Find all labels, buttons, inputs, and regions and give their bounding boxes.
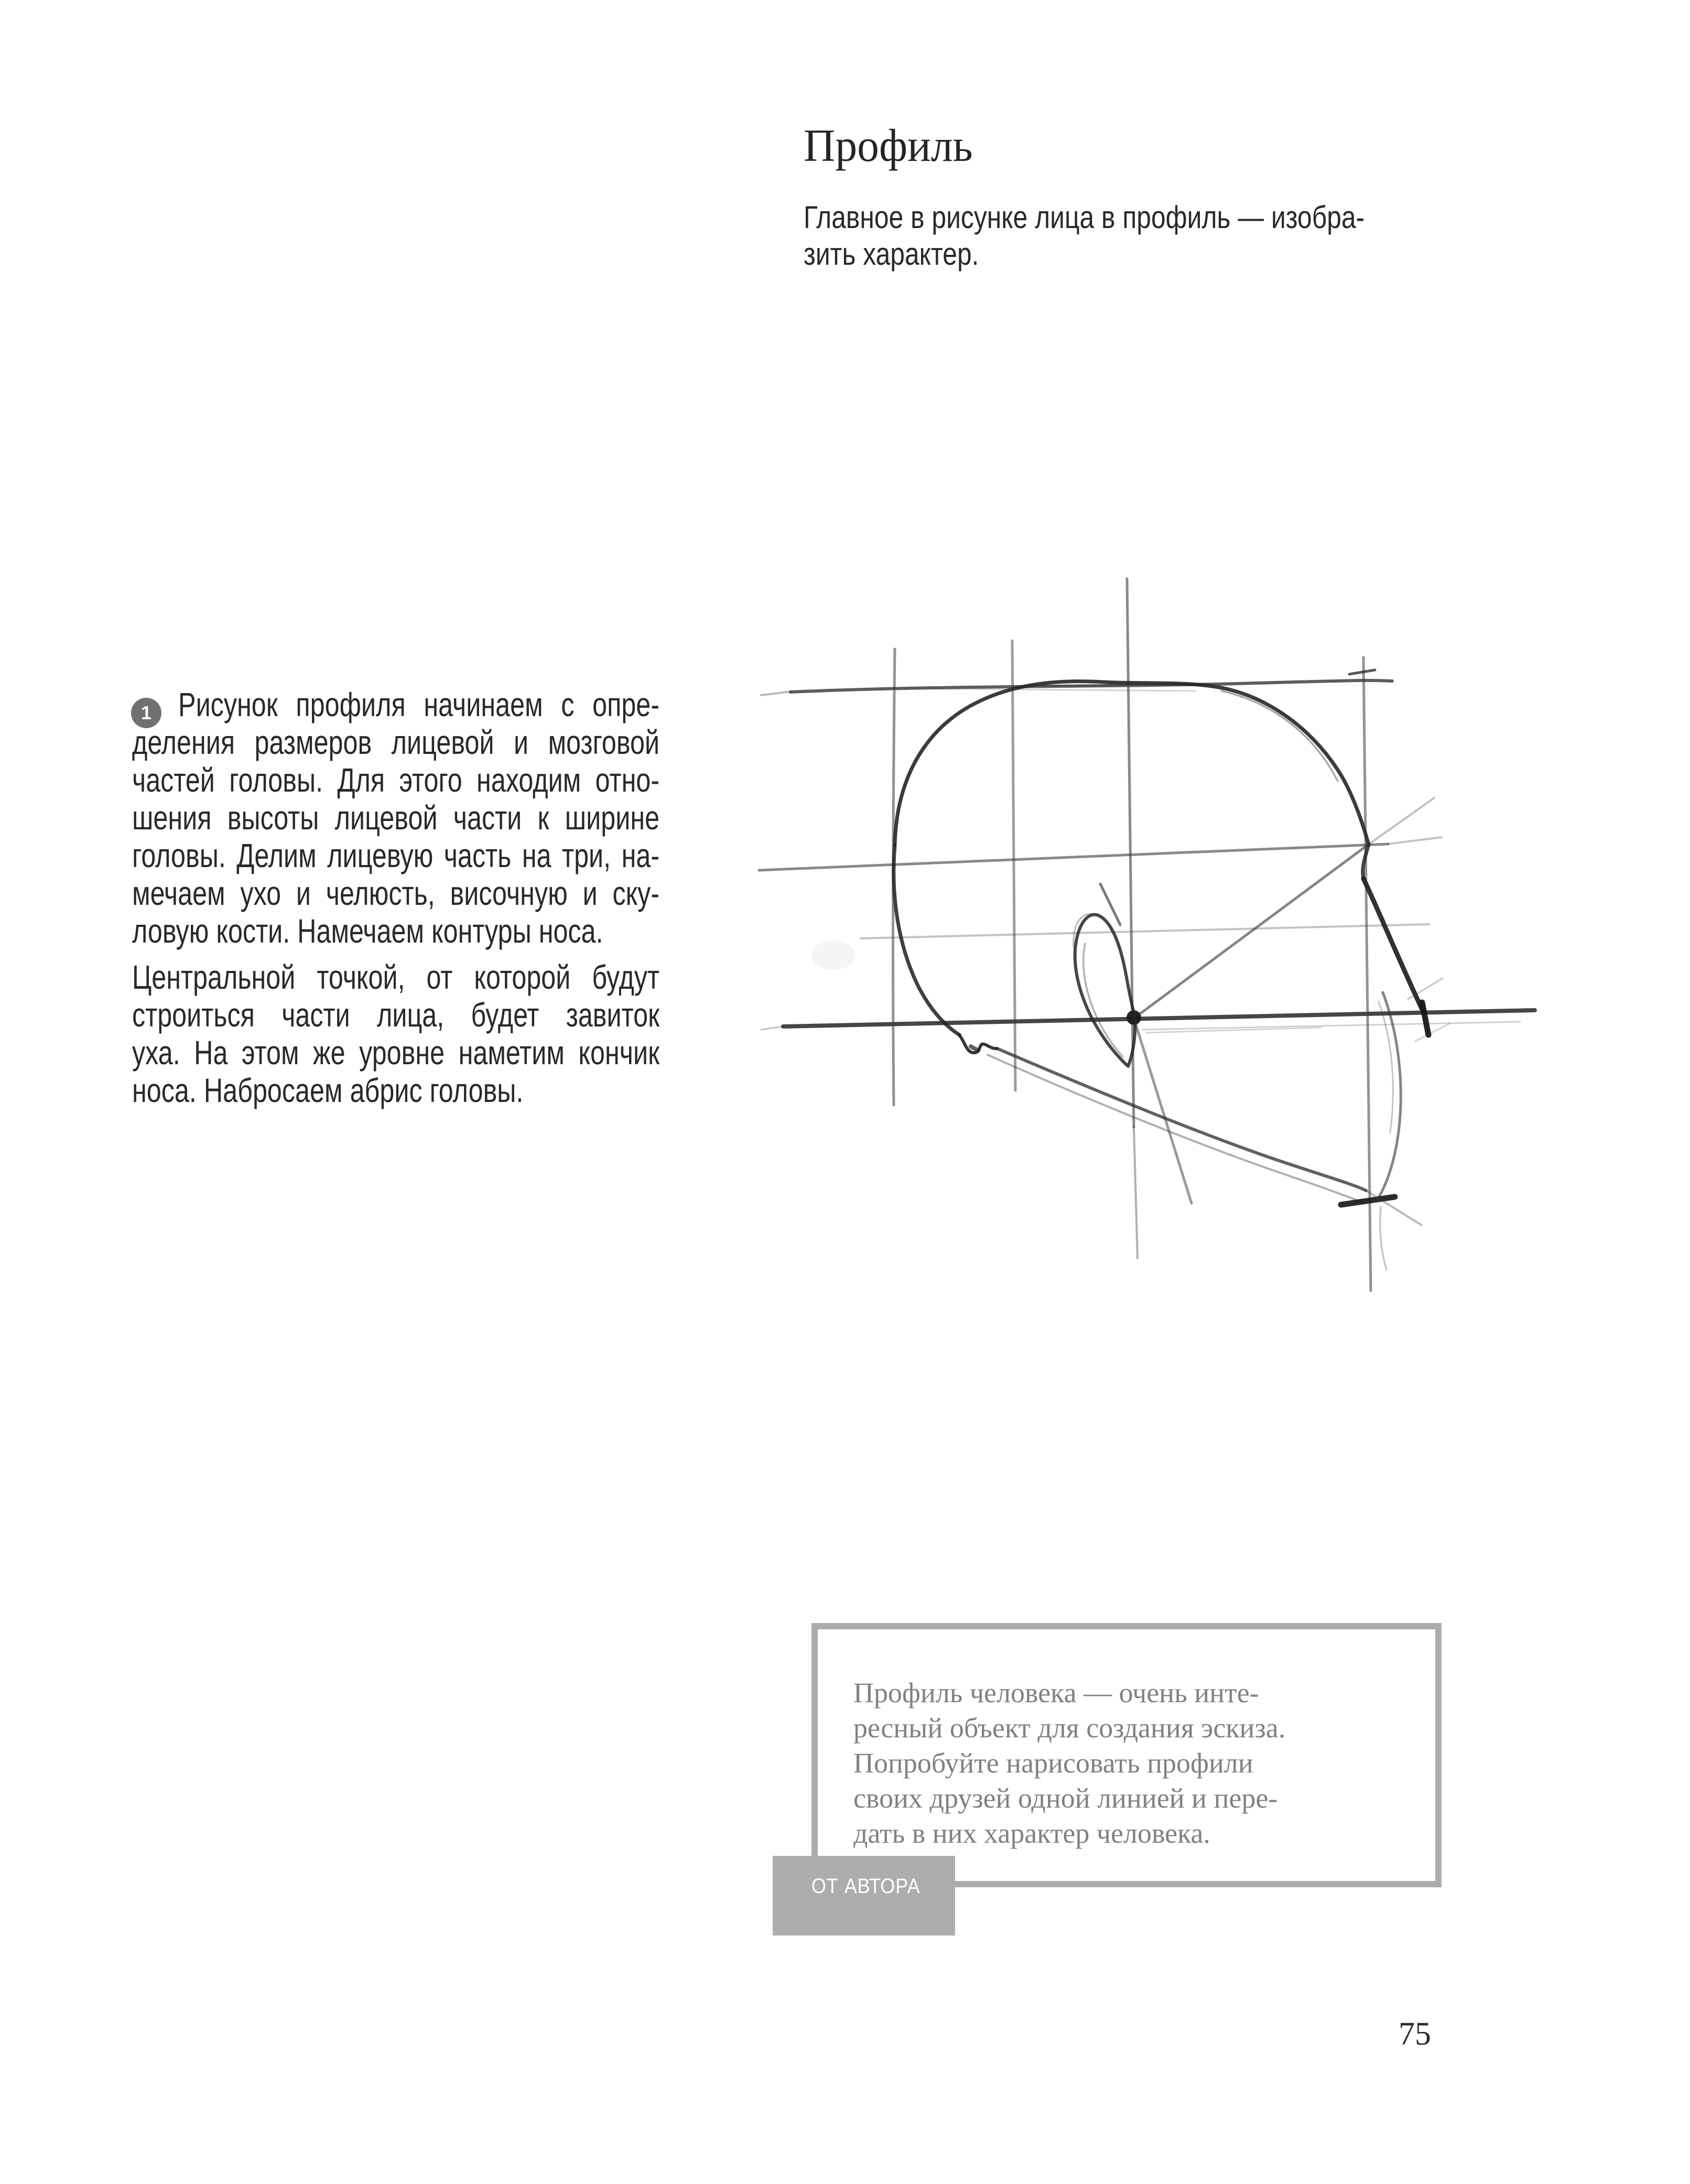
step-line: носа. Набросаем абрис головы. <box>132 1072 524 1109</box>
intro-line: зить характер. <box>804 236 979 272</box>
profile-head-construction-sketch <box>750 556 1557 1311</box>
page-number: 75 <box>1399 2016 1431 2052</box>
callout-tab <box>773 1856 955 1936</box>
step-line: строиться части лица, будет завиток <box>132 996 660 1034</box>
step-line: Рисунок профиля начинаем с опре- <box>178 686 660 723</box>
intro-paragraph <box>804 199 1426 273</box>
callout-tab-label: ОТ АВТОРА <box>811 1875 920 1898</box>
step-line: Центральной точкой, от которой будут <box>132 958 660 996</box>
page-title: Профиль <box>804 121 973 171</box>
callout-text <box>818 1629 1435 1851</box>
step-text-block <box>132 686 659 1109</box>
step-line: ловую кости. Намечаем контуры носа. <box>132 912 603 950</box>
callout-line: своих друзей одной линией и пере- <box>853 1782 1278 1814</box>
intro-line: Главное в рисунке лица в профиль — изобра- <box>804 200 1365 235</box>
step-line: мечаем ухо и челюсть, височную и ску- <box>132 874 660 912</box>
step-line: шения высоты лицевой части к ширине <box>132 799 660 837</box>
callout-line: дать в них характер человека. <box>853 1818 1210 1849</box>
callout-line: ресный объект для создания эскиза. <box>853 1712 1286 1744</box>
callout-line: Профиль человека — очень инте- <box>853 1677 1259 1709</box>
callout-box <box>811 1623 1442 1887</box>
step-number: 1 <box>140 702 152 723</box>
step-line: деления размеров лицевой и мозговой <box>132 723 660 761</box>
paragraph-gap <box>132 950 659 958</box>
step-line: уха. На этом же уровне наметим кончик <box>132 1034 660 1072</box>
step-line: головы. Делим лицевую часть на три, на- <box>132 837 660 874</box>
step-line: частей головы. Для этого находим отно- <box>132 761 660 799</box>
callout-line: Попробуйте нарисовать профили <box>853 1747 1253 1779</box>
